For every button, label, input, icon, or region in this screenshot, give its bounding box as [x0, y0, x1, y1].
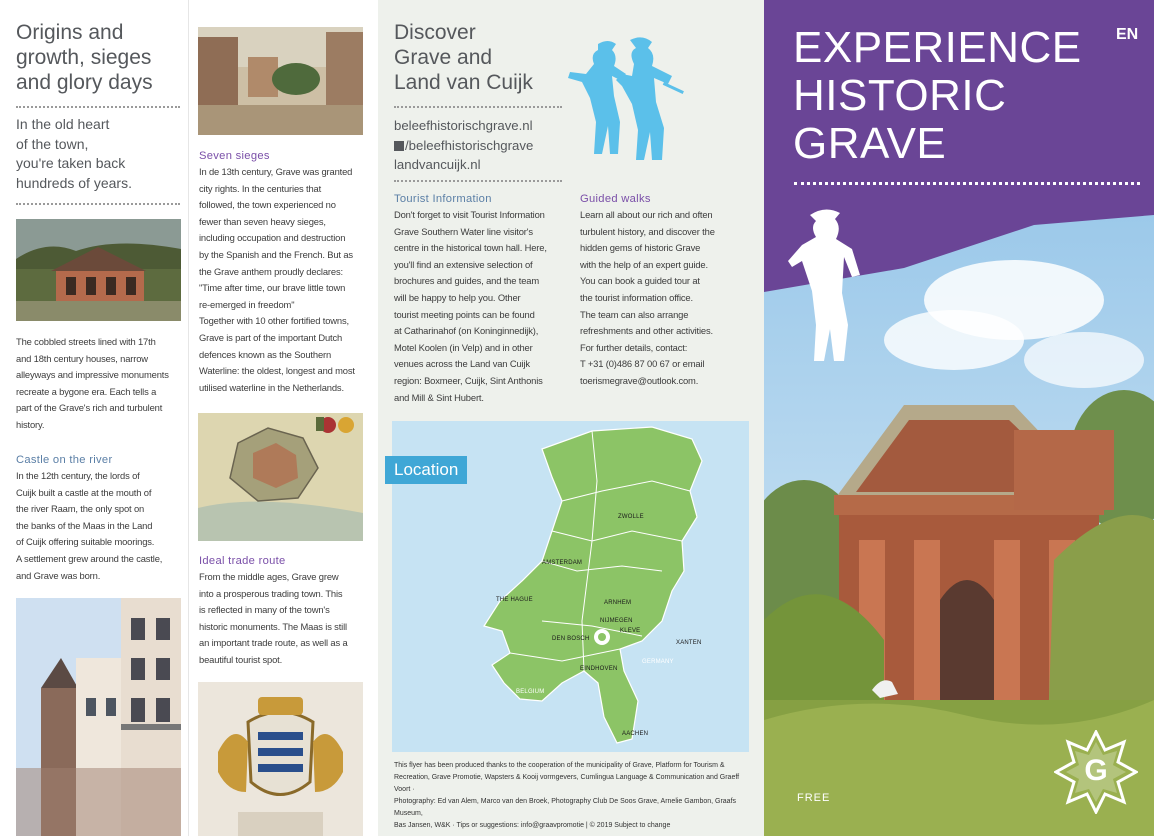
fortified-town-map-image	[198, 413, 363, 541]
divider	[16, 106, 180, 108]
map-label-zwolle: ZWOLLE	[618, 514, 644, 520]
origins-intro: In the old heart of the town, you're taken back hundreds of years.	[16, 116, 132, 191]
tourist-info-title: Tourist Information	[394, 193, 492, 205]
language-label[interactable]: EN	[1116, 26, 1139, 43]
castle-title: Castle on the river	[16, 454, 113, 466]
phone-number[interactable]: T +31 (0)486 87 00 67 or email	[580, 358, 705, 370]
website-link[interactable]: beleefhistorischgrave.nl	[394, 118, 533, 133]
divider	[394, 180, 562, 182]
facebook-icon	[394, 141, 404, 151]
divider	[394, 106, 562, 108]
musketeers-silhouette-icon	[560, 36, 690, 166]
panel-sieges	[188, 0, 379, 836]
coat-of-arms-image	[198, 682, 363, 836]
town-square-image	[198, 27, 363, 135]
map-label-the-hague: THE HAGUE	[496, 597, 533, 603]
street-houses-image	[16, 598, 181, 836]
map-label-germany: GERMANY	[642, 659, 674, 665]
panel-origins	[0, 0, 188, 836]
sieges-title: Seven sieges	[199, 150, 270, 162]
email-link[interactable]: toerismegrave@outlook.com.	[580, 374, 699, 386]
web-links	[394, 116, 533, 175]
divider	[16, 203, 180, 205]
map-label-kleve: KLEVE	[620, 628, 641, 634]
trade-title: Ideal trade route	[199, 555, 286, 567]
map-label-nijmegen: NIJMEGEN	[600, 618, 633, 624]
cover-divider	[794, 182, 1140, 185]
land-van-cuijk-link[interactable]: landvancuijk.nl	[394, 157, 481, 172]
map-label-xanten: XANTEN	[676, 640, 702, 646]
cover-title: EXPERIENCE HISTORIC GRAVE	[793, 23, 1082, 168]
panel-cover	[764, 0, 1154, 836]
origins-heading: Origins and growth, sieges and glory days	[16, 21, 153, 94]
guided-walks-title: Guided walks	[580, 193, 651, 205]
logo-letter: G	[1084, 754, 1108, 787]
map-label-arnhem: ARNHEM	[604, 600, 632, 606]
musketeer-silhouette-icon	[780, 205, 870, 365]
trade-paragraph: From the middle ages, Grave grew into a prosperous trading town. This is reflected in many of the town's historic monuments. The Maas is still an important trade route, as well as a beautiful tourist spot.	[199, 571, 348, 665]
map-label-aachen: AACHEN	[622, 731, 649, 737]
castle-paragraph: In the 12th century, the lords of Cuijk built a castle at the mouth of the river Raam, the only spot on the banks of the Maas in the Land of Cuijk offering suitable moorings. A settlement grew around the castle, and Grave was born.	[16, 470, 163, 581]
sieges-paragraph: In de 13th century, Grave was granted city rights. In the centuries that followed, the town experienced no fewer than seven heavy sieges, including occupation and destruction by the Spanish and the French. But as the Grave anthem proudly declares: "Time after time, our brave little town re-emerged in freedom" Together with 10 other fortified towns, Grave is part of the important Dutch defences known as the Southern Waterline: the oldest, longest and most utilised waterline in the Netherlands.	[199, 166, 355, 393]
map-label-eindhoven: EINDHOVEN	[580, 666, 618, 672]
map-label-amsterdam: AMSTERDAM	[542, 560, 583, 566]
grave-logo-icon	[1054, 730, 1138, 814]
location-label: Location	[385, 456, 467, 484]
credits-footer: This flyer has been produced thanks to the cooperation of the municipality of Grave, Platform for Tourism & Recreation, Grave Promotie, Wapsters & Kooij vormgevers, Cumlingua Language & Communication and Graeff Voort · Photography: Ed van Alem, Marco van den Broek, Photography Club De Soos Grave, Arnelie Gambon, Graafs Museum, Bas Jansen, W&K · Tips or suggestions: info@graavpromotie | © 2019 Subject to change	[394, 762, 740, 829]
origins-paragraph: The cobbled streets lined with 17th and 18th century houses, narrow alleyways and impressive monuments recreate a bygone era. Each tells a part of the Grave's rich and turbulent history.	[16, 336, 169, 430]
panel-discover	[378, 0, 764, 836]
tourist-info-paragraph: Don't forget to visit Tourist Information Grave Southern Water line visitor's centre in the historical town hall. Here, you'll find an extensive selection of brochures and guides, and the team will be happy to help you. Other tourist meeting points can be found at Catharinahof (on Koninginnedijk), Motel Koolen (in Velp) and in other venues across the Land van Cuijk region: Boxmeer, Cuijk, Sint Anthonis and Mill & Sint Hubert.	[394, 209, 547, 403]
map-label-belgium: BELGIUM	[516, 689, 545, 695]
free-label: FREE	[797, 792, 831, 804]
facebook-link[interactable]: /beleefhistorischgrave	[394, 136, 533, 156]
guided-walks-paragraph: Learn all about our rich and often turbulent history, and discover the hidden gems of historic Grave with the help of an expert guide. You can book a guided tour at the tourist information office. The team can also arrange refreshments and other activities. For further details, contact: T +31 (0)486 87 00 67 or email toerismegrave@outlook.com.	[580, 207, 760, 390]
pavilion-painting-image	[16, 219, 181, 321]
discover-heading: Discover Grave and Land van Cuijk	[394, 21, 533, 94]
map-label-den-bosch: DEN BOSCH	[552, 636, 590, 642]
